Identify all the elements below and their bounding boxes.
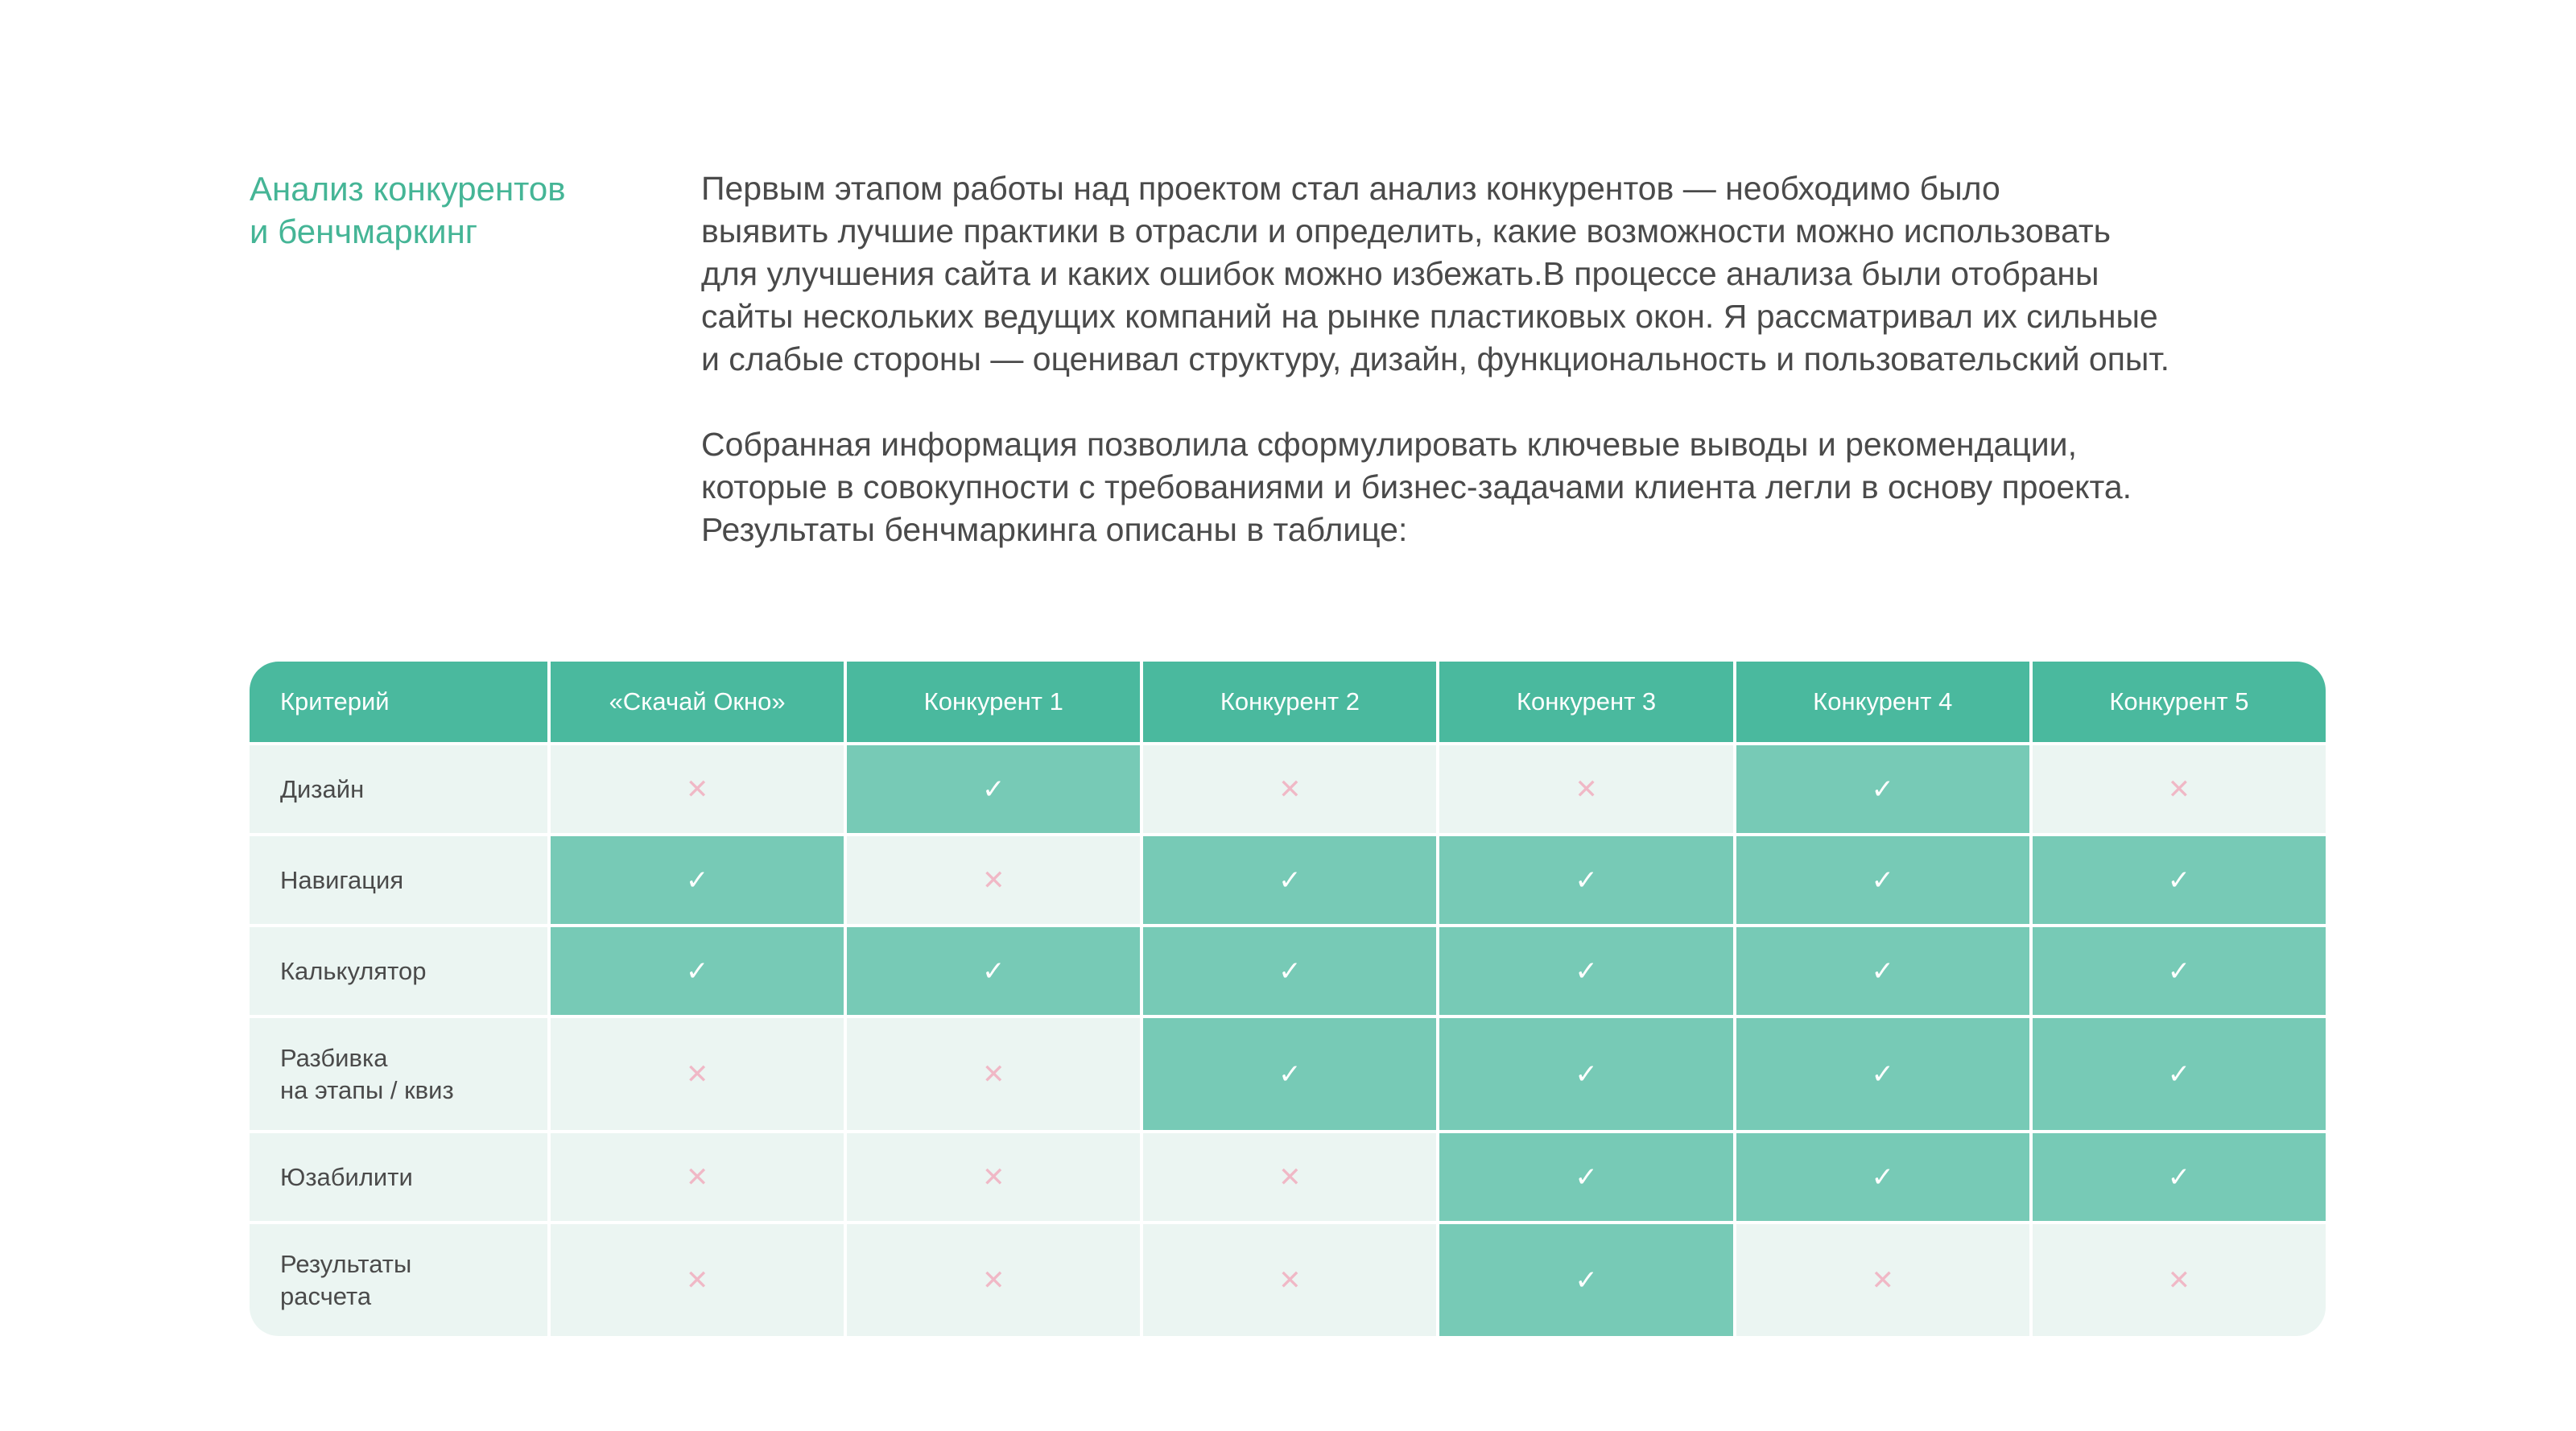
- cross-cell: [2033, 745, 2326, 833]
- check-icon: ✓: [1575, 1161, 1598, 1193]
- check-icon: ✓: [685, 864, 709, 896]
- criterion-cell: [250, 1133, 547, 1221]
- criterion-label: Юзабилити: [280, 1162, 413, 1191]
- cross-icon: ✕: [685, 1161, 709, 1193]
- check-icon: ✓: [1575, 1058, 1598, 1090]
- cross-icon: ✕: [2167, 1264, 2191, 1296]
- check-icon: ✓: [1871, 773, 1894, 805]
- cross-cell: [1736, 1224, 2029, 1336]
- header-competitor: Конкурент 5: [2033, 662, 2326, 742]
- check-icon: ✓: [2167, 955, 2191, 987]
- cross-icon: ✕: [2167, 773, 2191, 805]
- criterion-cell: [250, 836, 547, 924]
- cross-cell: [551, 1133, 844, 1221]
- check-cell: [1736, 927, 2029, 1015]
- check-icon: ✓: [1278, 864, 1302, 896]
- check-icon: ✓: [1278, 955, 1302, 987]
- cross-cell: [847, 1018, 1140, 1130]
- header-competitor: Конкурент 4: [1736, 662, 2029, 742]
- header-competitor: Конкурент 3: [1439, 662, 1732, 742]
- cross-icon: ✕: [981, 1161, 1005, 1193]
- cross-cell: [551, 1224, 844, 1336]
- text-line: и слабые стороны — оценивал структуру, дизайн, функциональность и пользовательский опыт.: [701, 340, 2170, 377]
- cross-icon: ✕: [685, 773, 709, 805]
- check-icon: ✓: [1871, 955, 1894, 987]
- cross-icon: ✕: [981, 864, 1005, 896]
- check-cell: [847, 745, 1140, 833]
- text-line: для улучшения сайта и каких ошибок можно избежать.В процессе анализа были отобраны: [701, 255, 2099, 292]
- check-cell: [1736, 1018, 2029, 1130]
- check-cell: [1439, 836, 1732, 924]
- heading-line: и бенчмаркинг: [250, 212, 478, 250]
- criterion-label: Разбивка: [280, 1043, 388, 1072]
- cross-icon: ✕: [1278, 1264, 1302, 1296]
- criterion-label: на этапы / квиз: [280, 1075, 454, 1104]
- cross-cell: [1143, 1224, 1436, 1336]
- cross-cell: [847, 836, 1140, 924]
- check-cell: [2033, 836, 2326, 924]
- check-cell: [551, 927, 844, 1015]
- heading-line: Анализ конкурентов: [250, 170, 566, 208]
- header-criterion: Критерий: [250, 662, 547, 742]
- criterion-label: Дизайн: [280, 774, 365, 803]
- check-icon: ✓: [1575, 955, 1598, 987]
- check-cell: [1439, 1224, 1732, 1336]
- cross-cell: [551, 745, 844, 833]
- text-line: Собранная информация позволила сформулировать ключевые выводы и рекомендации,: [701, 426, 2077, 463]
- section-heading: [250, 167, 566, 253]
- check-cell: [1439, 927, 1732, 1015]
- check-icon: ✓: [1871, 864, 1894, 896]
- check-cell: [1736, 1133, 2029, 1221]
- cross-icon: ✕: [1278, 773, 1302, 805]
- check-cell: [1736, 836, 2029, 924]
- check-cell: [847, 927, 1140, 1015]
- intro-paragraph-2: [701, 423, 2351, 551]
- benchmark-table: [250, 662, 2326, 1336]
- text-line: Первым этапом работы над проектом стал анализ конкурентов — необходимо было: [701, 170, 2000, 207]
- cross-icon: ✕: [685, 1264, 709, 1296]
- check-cell: [1736, 745, 2029, 833]
- check-cell: [2033, 1133, 2326, 1221]
- criterion-label: Калькулятор: [280, 956, 427, 985]
- criterion-cell: [250, 927, 547, 1015]
- check-cell: [2033, 1018, 2326, 1130]
- cross-cell: [847, 1224, 1140, 1336]
- criterion-cell: [250, 1018, 547, 1130]
- text-line: выявить лучшие практики в отрасли и определить, какие возможности можно использовать: [701, 212, 2112, 249]
- cross-cell: [1143, 745, 1436, 833]
- cross-cell: [1439, 745, 1732, 833]
- criterion-cell: [250, 1224, 547, 1336]
- check-icon: ✓: [1278, 1058, 1302, 1090]
- text-line: Результаты бенчмаркинга описаны в таблице:: [701, 511, 1408, 548]
- text-line: которые в совокупности с требованиями и бизнес-задачами клиента легли в основу проекта.: [701, 468, 2132, 505]
- header-competitor: «Скачай Окно»: [551, 662, 844, 742]
- check-icon: ✓: [981, 955, 1005, 987]
- cross-icon: ✕: [1575, 773, 1598, 805]
- check-cell: [2033, 927, 2326, 1015]
- header-competitor: Конкурент 2: [1143, 662, 1436, 742]
- cross-icon: ✕: [981, 1264, 1005, 1296]
- criterion-label: расчета: [280, 1281, 372, 1310]
- check-icon: ✓: [1575, 1264, 1598, 1296]
- criterion-label: Результаты: [280, 1249, 412, 1278]
- cross-icon: ✕: [685, 1058, 709, 1090]
- check-icon: ✓: [1871, 1058, 1894, 1090]
- check-icon: ✓: [1575, 864, 1598, 896]
- check-icon: ✓: [2167, 1058, 2191, 1090]
- cross-icon: ✕: [1871, 1264, 1894, 1296]
- check-cell: [1143, 836, 1436, 924]
- intro-paragraph-1: [701, 167, 2351, 381]
- text-line: сайты нескольких ведущих компаний на рынке пластиковых окон. Я рассматривал их сильные: [701, 298, 2158, 335]
- intro-text: [701, 167, 2351, 594]
- check-icon: ✓: [2167, 864, 2191, 896]
- cross-icon: ✕: [981, 1058, 1005, 1090]
- cross-cell: [847, 1133, 1140, 1221]
- check-icon: ✓: [2167, 1161, 2191, 1193]
- check-cell: [1143, 927, 1436, 1015]
- header-competitor: Конкурент 1: [847, 662, 1140, 742]
- criterion-cell: [250, 745, 547, 833]
- check-cell: [1439, 1133, 1732, 1221]
- check-cell: [1439, 1018, 1732, 1130]
- check-cell: [551, 836, 844, 924]
- check-icon: ✓: [981, 773, 1005, 805]
- check-icon: ✓: [685, 955, 709, 987]
- criterion-label: Навигация: [280, 865, 404, 894]
- check-icon: ✓: [1871, 1161, 1894, 1193]
- cross-cell: [1143, 1133, 1436, 1221]
- cross-icon: ✕: [1278, 1161, 1302, 1193]
- cross-cell: [551, 1018, 844, 1130]
- cross-cell: [2033, 1224, 2326, 1336]
- check-cell: [1143, 1018, 1436, 1130]
